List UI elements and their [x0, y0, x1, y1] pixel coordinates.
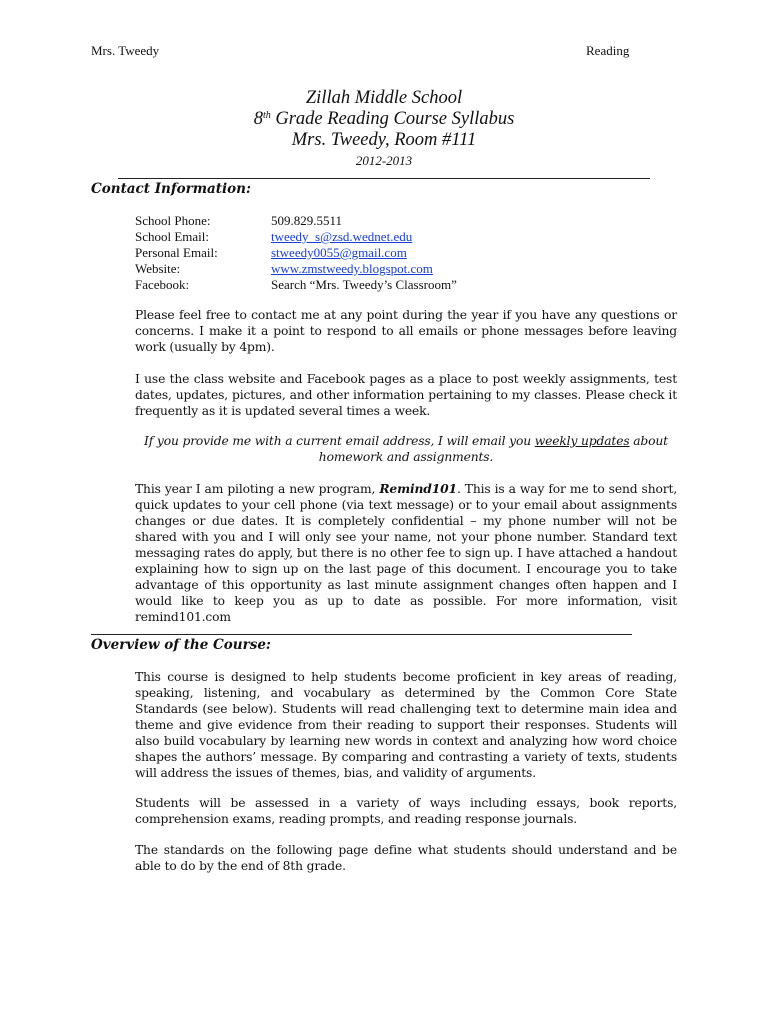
- contact-paragraph-1: Please feel free to contact me at any point during the year if you have any questions or concerns. I make it a point to respond to all emails or phone messages before leaving work (usually by 4pm).: [135, 308, 677, 354]
- course-name: Grade Reading Course Syllabus: [270, 109, 515, 129]
- title-block: [0, 88, 768, 170]
- overview-heading: Overview of the Course:: [91, 637, 271, 653]
- email-note-text-b: about homework and assignments.: [318, 434, 668, 464]
- contact-paragraph-2: I use the class website and Facebook pages as a place to post weekly assignments, test dates, updates, pictures, and other information pertaining to my classes. Please check it frequently as it is updated several times a week.: [135, 372, 677, 418]
- overview-paragraph-2: Students will be assessed in a variety of ways including essays, book reports, comprehension exams, reading prompts, and reading response journals.: [135, 796, 677, 826]
- personal-email-link[interactable]: stweedy0055@gmail.com: [271, 245, 407, 260]
- grade-number: 8: [253, 109, 263, 129]
- website-link[interactable]: www.zmstweedy.blogspot.com: [271, 261, 433, 276]
- school-name: Zillah Middle School: [305, 88, 463, 108]
- contact-row-phone: [135, 213, 457, 229]
- remind-text-b: . This is a way for me to send short, quick updates to your cell phone (via text message) or to your email about assignments changes or due dates. It is completely confidential – my phone number will not be shared with you and I will only see your name, not your phone number. Standard text messaging rates do apply, but there is no other fee to sign up. I have attached a handout explaining how to sign up on the last page of this document. I encourage you to take advantage of this opportunity as last minute assignment changes often happen and I would like to keep you as up to date as possible. For more information, visit remind101.com: [135, 482, 678, 624]
- contact-label: Website:: [135, 261, 181, 276]
- contact-label: School Phone:: [135, 213, 211, 228]
- overview-paragraph-3: The standards on the following page define what students should understand and be able to do by the end of 8th grade.: [135, 843, 677, 873]
- title-divider: [118, 178, 650, 179]
- email-note-text-a: If you provide me with a current email address, I will email you: [144, 434, 535, 448]
- remind-paragraph: [135, 481, 677, 625]
- weekly-updates-text: weekly updates: [534, 434, 630, 448]
- email-updates-note: [135, 433, 677, 465]
- grade-suffix: th: [262, 110, 271, 121]
- section-divider: [91, 634, 632, 635]
- header-teacher: Mrs. Tweedy: [91, 43, 160, 58]
- school-year: 2012-2013: [355, 153, 413, 168]
- contact-heading: Contact Information:: [91, 181, 251, 197]
- school-email-link[interactable]: tweedy_s@zsd.wednet.edu: [271, 229, 413, 244]
- remind-program-name: Remind101: [379, 481, 457, 496]
- contact-label: School Email:: [135, 229, 210, 244]
- contact-row-school-email: [135, 229, 457, 245]
- facebook-value: Search “Mrs. Tweedy’s Classroom”: [271, 277, 457, 292]
- teacher-room: Mrs. Tweedy, Room #111: [291, 130, 477, 150]
- course-title: [0, 109, 768, 130]
- phone-value: 509.829.5511: [271, 213, 343, 228]
- contact-label: Facebook:: [135, 277, 190, 292]
- contact-table: [135, 213, 457, 293]
- contact-row-personal-email: [135, 245, 457, 261]
- remind-text-a: This year I am piloting a new program,: [135, 482, 380, 496]
- header-subject: Reading: [586, 43, 630, 58]
- contact-row-website: [135, 261, 457, 277]
- overview-paragraph-1: This course is designed to help students become proficient in key areas of reading, speaking, listening, and vocabulary as determined by the Common Core State Standards (see below). Students will read challenging text to determine main idea and theme and give evidence from their reading to support their responses. Students will also build vocabulary by learning new words in context and analyzing how word choice shapes the authors’ message. By comparing and contrasting a variety of texts, students will address the issues of themes, bias, and validity of arguments.: [135, 670, 677, 780]
- contact-row-facebook: [135, 277, 457, 293]
- contact-label: Personal Email:: [135, 245, 218, 260]
